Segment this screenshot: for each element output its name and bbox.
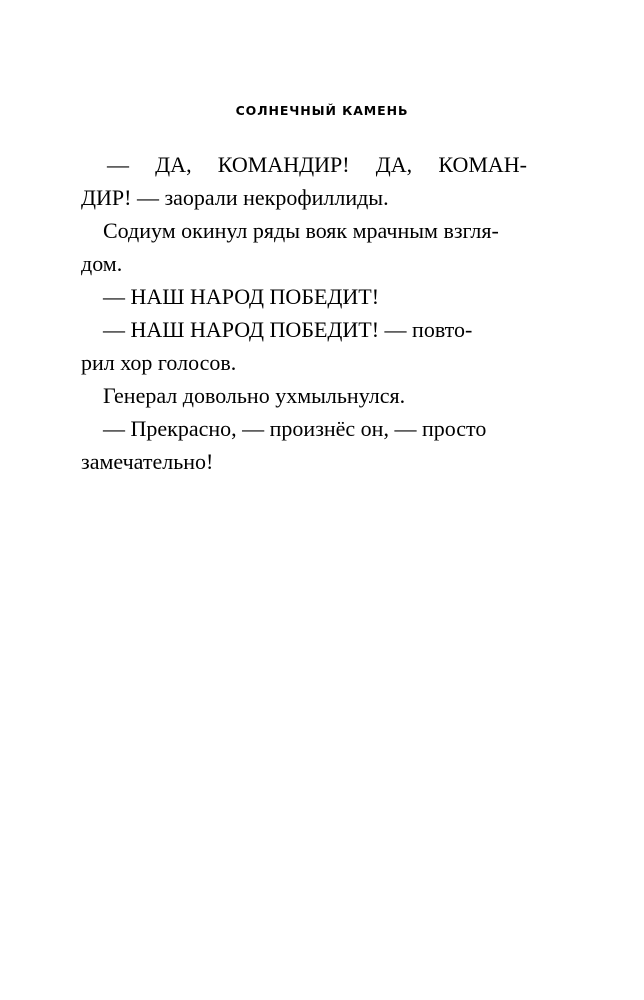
text-line: ДИР! — заорали некрофиллиды. <box>81 185 389 210</box>
text-line: — Прекрасно, — произнёс он, — просто <box>103 416 487 441</box>
text-line: Содиум окинул ряды вояк мрачным взгля- <box>103 218 499 243</box>
text-line: — НАШ НАРОД ПОБЕДИТ! <box>103 284 380 309</box>
text-line: рил хор голосов. <box>81 350 237 375</box>
text-line: дом. <box>81 251 123 276</box>
text-line: замечательно! <box>81 449 214 474</box>
text-line: — ДА, КОМАНДИР! ДА, КОМАН- <box>107 152 527 177</box>
text-line: — НАШ НАРОД ПОБЕДИТ! — повто- <box>103 317 473 342</box>
body-text <box>81 148 527 478</box>
text-line: Генерал довольно ухмыльнулся. <box>103 383 406 408</box>
running-head: СОЛНЕЧНЫЙ КАМЕНЬ <box>235 103 409 118</box>
